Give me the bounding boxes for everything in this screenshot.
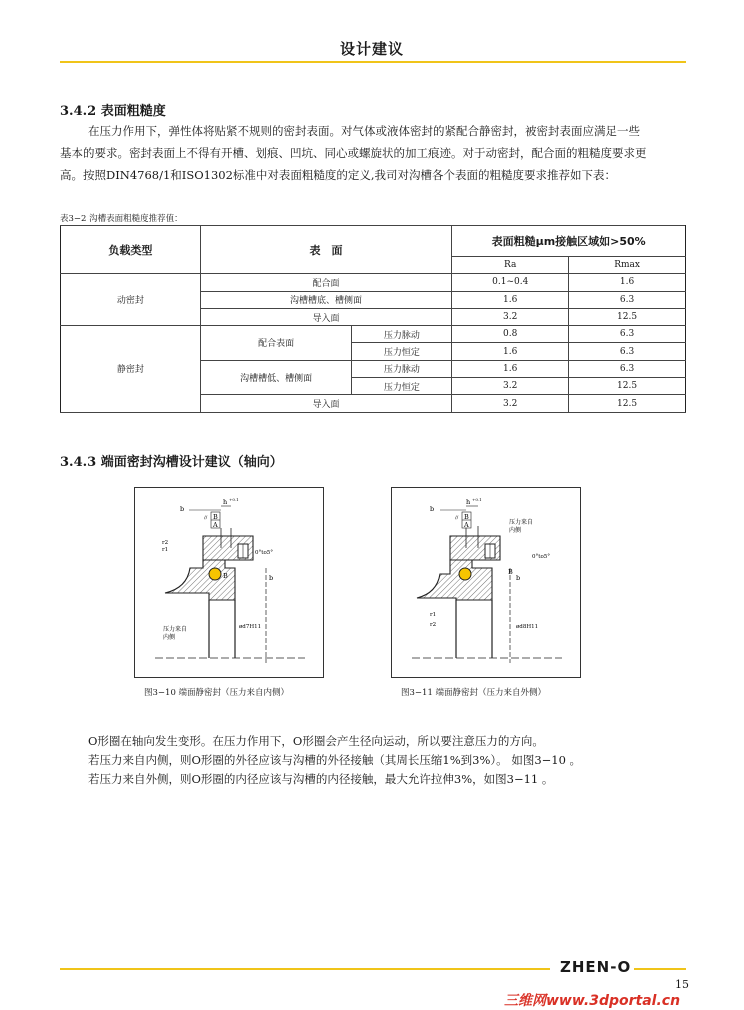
condition-cell: 压力恒定	[352, 378, 452, 395]
static-seal-label: 静密封	[61, 326, 201, 412]
groove-body	[417, 560, 492, 600]
note-line-2: 若压力来自内侧，则O形圈的外径应该与沟槽的外径接触（其周长压缩1%到3%）。 如图3−10 。	[88, 753, 582, 767]
fig2-label-r2: r2	[430, 622, 437, 628]
condition-cell: 压力脉动	[352, 360, 452, 377]
figure-3-11-caption: 图3−11 端面静密封（压力来自外侧）	[401, 688, 547, 698]
fig1-label-sym: //	[204, 515, 208, 521]
section-heading-face-seal: 3.4.3 端面密封沟槽设计建议（轴向）	[60, 455, 283, 470]
ra-cell: 1.6	[452, 291, 569, 308]
ra-cell: 3.2	[452, 395, 569, 412]
footer-rule-left	[60, 968, 550, 970]
roughness-table	[60, 225, 686, 413]
table-row	[61, 274, 686, 291]
condition-cell: 压力恒定	[352, 343, 452, 360]
fig2-label-hsup: +0.1	[472, 497, 482, 502]
surface-cell: 配合面	[200, 274, 452, 291]
fig2-label-sym: //	[455, 515, 459, 521]
figure-3-10-caption: 图3−10 端面静密封（压力来自内侧）	[144, 688, 290, 698]
fig1-label-datum-b: B	[213, 513, 218, 521]
ra-cell: 1.6	[452, 343, 569, 360]
ra-cell: 0.8	[452, 326, 569, 343]
surface-cell: 配合表面	[200, 326, 352, 361]
face-seal-outer-pressure-drawing	[392, 488, 580, 677]
fig2-label-datum-a: A	[464, 521, 469, 529]
fig1-label-r1: r1	[162, 547, 169, 553]
fig1-label-diameter: ød7H11	[239, 624, 262, 630]
table-row	[61, 326, 686, 343]
surface-cell: 沟槽槽低、槽侧面	[200, 360, 352, 395]
footer-rule-right	[634, 968, 686, 970]
ra-cell: 0.1~0.4	[452, 274, 569, 291]
fig2-label-b: b	[430, 505, 435, 513]
col-header-roughness: 表面粗糙μm接触区域如>50%	[452, 226, 686, 257]
rmax-cell: 12.5	[569, 395, 686, 412]
note-line-3: 若压力来自外侧，则O形圈的内径应该与沟槽的内径接触，最大允许拉伸3%，如图3−11 。	[88, 772, 554, 786]
fig1-label-pressure-2: 内侧	[163, 634, 176, 641]
col-header-ra: Ra	[452, 257, 569, 274]
rmax-cell: 6.3	[569, 360, 686, 377]
page-number: 15	[675, 978, 689, 991]
face-seal-inner-pressure-drawing	[135, 488, 323, 677]
surface-cell: 沟槽槽底、槽侧面	[200, 291, 452, 308]
col-header-rmax: Rmax	[569, 257, 686, 274]
fig1-label-h: h	[223, 498, 228, 506]
fig1-label-b2: b	[269, 574, 274, 582]
rmax-cell: 1.6	[569, 274, 686, 291]
dynamic-seal-label: 动密封	[61, 274, 201, 326]
fig1-label-hsup: +0.1	[229, 497, 239, 502]
note-line-1: O形圈在轴向发生变形。在压力作用下，O形圈会产生径向运动，所以要注意压力的方向。	[88, 734, 544, 748]
para-line-1: 在压力作用下，弹性体将贴紧不规则的密封表面。对气体或液体密封的紧配合静密封，被密封表面应满足一些	[88, 124, 640, 138]
rmax-cell: 12.5	[569, 308, 686, 325]
fig2-label-b2: b	[516, 574, 521, 582]
ra-cell: 1.6	[452, 360, 569, 377]
fig2-label-datum-b2: B	[508, 568, 513, 576]
groove-body	[165, 560, 235, 600]
surface-cell: 导入面	[200, 395, 452, 412]
fig1-label-angle: 0°to5°	[255, 550, 274, 556]
fig2-label-pressure-1: 压力来自	[509, 519, 534, 526]
fig1-label-datum-b2: B	[223, 572, 228, 580]
figure-3-11	[391, 487, 581, 678]
fig2-label-h: h	[466, 498, 471, 506]
page-header-title: 设计建议	[339, 40, 404, 58]
fig1-label-b: b	[180, 505, 185, 513]
col-header-load-type: 负载类型	[61, 226, 201, 274]
brand-logo: ZHEN-O	[560, 958, 632, 976]
figure-3-10	[134, 487, 324, 678]
surface-cell: 导入面	[200, 308, 452, 325]
col-header-surface: 表 面	[200, 226, 452, 274]
fig2-label-diameter: ød8H11	[516, 624, 539, 630]
fig2-label-pressure-2: 内侧	[509, 527, 522, 534]
fig1-label-datum-a: A	[213, 521, 218, 529]
surface-roughness-paragraph	[60, 120, 688, 186]
watermark: 三维网www.3dportal.cn	[504, 993, 681, 1009]
header-rule	[60, 61, 686, 63]
para-line-3: 高。按照DIN4768/1和ISO1302标准中对表面粗糙度的定义,我司对沟槽各个表面的粗糙度要求推荐如下表：	[60, 168, 617, 182]
rmax-cell: 6.3	[569, 291, 686, 308]
fig1-label-r2: r2	[162, 540, 169, 546]
rmax-cell: 12.5	[569, 378, 686, 395]
para-line-2: 基本的要求。密封表面上不得有开槽、划痕、凹坑、同心或螺旋状的加工痕迹。对于动密封，配合面的粗糙度要求更	[60, 146, 647, 160]
fig2-label-datum-b: B	[464, 513, 469, 521]
condition-cell: 压力脉动	[352, 326, 452, 343]
ra-cell: 3.2	[452, 378, 569, 395]
rmax-cell: 6.3	[569, 326, 686, 343]
oring-direction-notes	[88, 732, 581, 789]
fig2-label-r1: r1	[430, 612, 437, 618]
ra-cell: 3.2	[452, 308, 569, 325]
o-ring	[459, 568, 471, 580]
section-heading-surface-roughness: 3.4.2 表面粗糙度	[60, 104, 166, 119]
rmax-cell: 6.3	[569, 343, 686, 360]
o-ring	[209, 568, 221, 580]
fig2-label-angle: 0°to5°	[532, 554, 551, 560]
fig1-label-pressure-1: 压力来自	[163, 626, 188, 633]
table-caption: 表3−2 沟槽表面粗糙度推荐值：	[60, 214, 183, 224]
